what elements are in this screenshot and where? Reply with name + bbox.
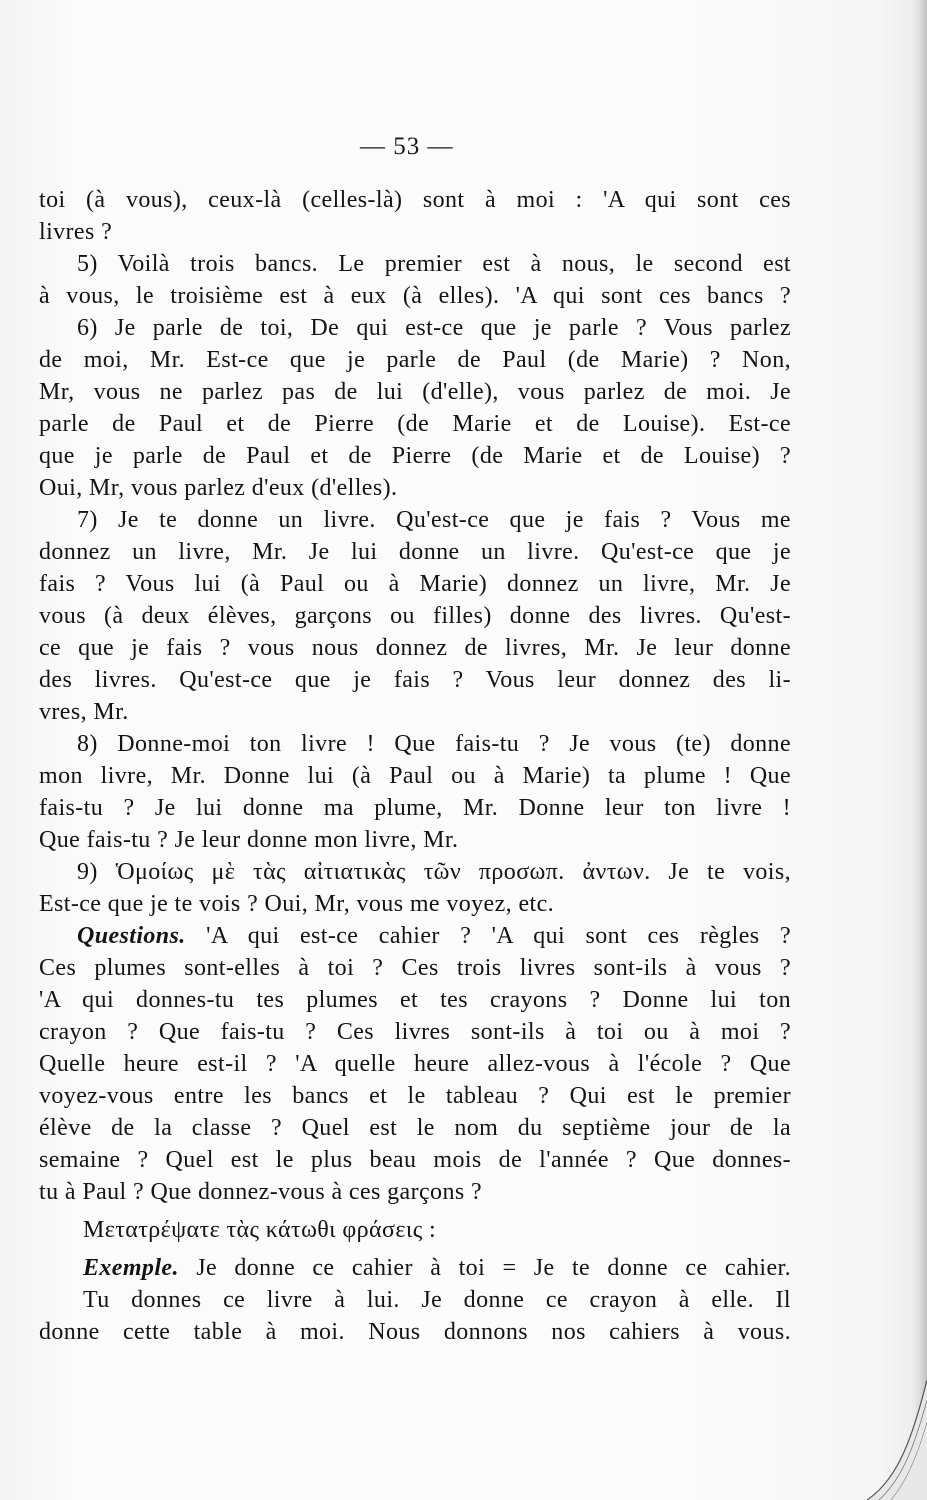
- page-edge-shadow: [913, 0, 927, 1500]
- text-line: à vous, le troisième est à eux (à elles). 'A qui sont ces bancs ?: [39, 283, 791, 309]
- text-line: parle de Paul et de Pierre (de Marie et de Louise). Est-ce: [39, 411, 791, 437]
- text-line: toi (à vous), ceux-là (celles-là) sont à moi : 'A qui sont ces: [39, 187, 791, 213]
- text-line: vous (à deux élèves, garçons ou filles) donne des livres. Qu'est-: [39, 603, 791, 629]
- text-line: 6) Je parle de toi, De qui est-ce que je parle ? Vous parlez: [77, 315, 791, 341]
- text-line: tu à Paul ? Que donnez-vous à ces garçons ?: [39, 1179, 483, 1205]
- text-line: donnez un livre, Mr. Je lui donne un livre. Qu'est-ce que je: [39, 539, 791, 565]
- text-line: de moi, Mr. Est-ce que je parle de Paul (de Marie) ? Non,: [39, 347, 791, 373]
- questions-label: Questions.: [77, 923, 186, 949]
- text-line: semaine ? Quel est le plus beau mois de l'année ? Que donnes-: [39, 1147, 791, 1173]
- text-line-content: Je donne ce cahier à toi = Je te donne ce cahier.: [196, 1255, 791, 1281]
- text-line: élève de la classe ? Quel est le nom du septième jour de la: [39, 1115, 791, 1141]
- exemple-label: Exemple.: [83, 1255, 179, 1281]
- text-line: [39, 1252, 791, 1284]
- text-line: Mr, vous ne parlez pas de lui (d'elle), vous parlez de moi. Je: [39, 379, 791, 405]
- text-line: que je parle de Paul et de Pierre (de Marie et de Louise) ?: [39, 443, 791, 469]
- page-corner-curl: [857, 1380, 927, 1500]
- text-line: 5) Voilà trois bancs. Le premier est à nous, le second est: [77, 251, 791, 277]
- text-line: 8) Donne-moi ton livre ! Que fais-tu ? Je vous (te) donne: [77, 731, 791, 757]
- text-line: ce que je fais ? vous nous donnez de livres, Mr. Je leur donne: [39, 635, 791, 661]
- text-line: Quelle heure est-il ? 'A quelle heure allez-vous à l'école ? Que: [39, 1051, 791, 1077]
- text-line: Oui, Mr, vous parlez d'eux (d'elles).: [39, 475, 398, 501]
- text-line: des livres. Qu'est-ce que je fais ? Vous leur donnez des li-: [39, 667, 791, 693]
- text-line: 7) Je te donne un livre. Qu'est-ce que je fais ? Vous me: [77, 507, 791, 533]
- text-line: Que fais-tu ? Je leur donne mon livre, Mr.: [39, 827, 459, 853]
- page-text: [39, 184, 791, 1348]
- text-line: crayon ? Que fais-tu ? Ces livres sont-ils à toi ou à moi ?: [39, 1019, 791, 1045]
- greek-instruction: Μετατρέψατε τὰς κάτωθι φράσεις :: [83, 1217, 437, 1243]
- text-line: voyez-vous entre les bancs et le tableau ? Qui est le premier: [39, 1083, 791, 1109]
- text-line: vres, Mr.: [39, 699, 129, 725]
- text-line: mon livre, Mr. Donne lui (à Paul ou à Marie) ta plume ! Que: [39, 763, 791, 789]
- text-line: Tu donnes ce livre à lui. Je donne ce crayon à elle. Il: [83, 1287, 791, 1313]
- text-line-content: 'A qui est-ce cahier ? 'A qui sont ces règles ?: [206, 923, 792, 949]
- text-line: 'A qui donnes-tu tes plumes et tes crayons ? Donne lui ton: [39, 987, 791, 1013]
- text-line: [39, 920, 791, 952]
- text-line: fais-tu ? Je lui donne ma plume, Mr. Donne leur ton livre !: [39, 795, 791, 821]
- text-line: donne cette table à moi. Nous donnons nos cahiers à vous.: [39, 1319, 791, 1345]
- text-line: fais ? Vous lui (à Paul ou à Marie) donnez un livre, Mr. Je: [39, 571, 791, 597]
- text-line: livres ?: [39, 219, 113, 245]
- page-number: — 53 —: [360, 133, 454, 160]
- text-line: Est-ce que je te vois ? Oui, Mr, vous me voyez, etc.: [39, 891, 555, 917]
- text-line: 9) Ὁμοίως μὲ τὰς αἰτιατικὰς τῶν προσωπ. ἀντων. Je te vois,: [77, 859, 791, 885]
- text-line: Ces plumes sont-elles à toi ? Ces trois livres sont-ils à vous ?: [39, 955, 791, 981]
